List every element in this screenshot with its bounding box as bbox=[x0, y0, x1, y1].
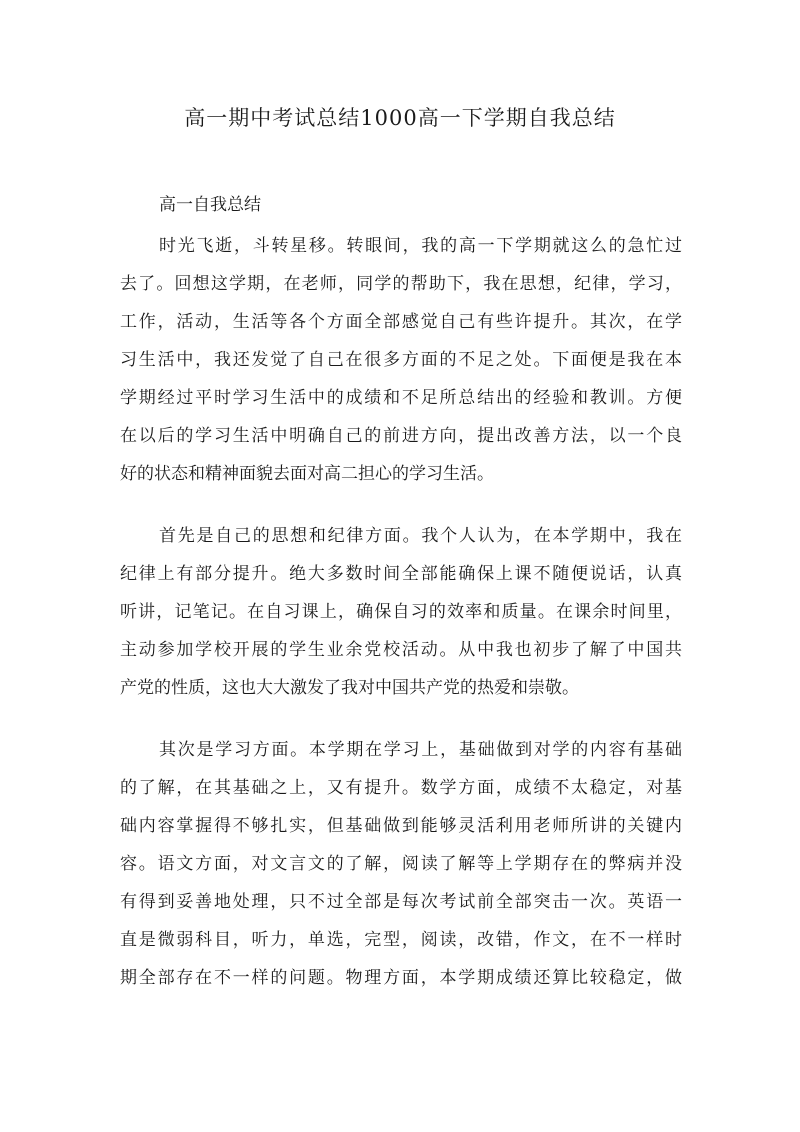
paragraph-line: 去了。回想这学期，在老师，同学的帮助下，我在思想，纪律，学习， bbox=[120, 274, 682, 294]
paragraph-line: 产党的性质，这也大大激发了我对中国共产党的热爱和崇敬。 bbox=[120, 678, 579, 698]
paragraph-line: 容。语文方面，对文言文的了解，阅读了解等上学期存在的弊病并没 bbox=[120, 854, 682, 874]
paragraph-line: 纪律上有部分提升。绝大多数时间全部能确保上课不随便说话，认真 bbox=[120, 564, 682, 584]
paragraph-line: 的了解，在其基础之上，又有提升。数学方面，成绩不太稳定，对基 bbox=[120, 778, 682, 798]
paragraph-line: 听讲，记笔记。在自习课上，确保自习的效率和质量。在课余时间里， bbox=[120, 602, 682, 622]
paragraph-line: 有得到妥善地处理，只不过全部是每次考试前全部突击一次。英语一 bbox=[120, 892, 682, 912]
paragraph-line: 工作，活动，生活等各个方面全部感觉自己有些许提升。其次，在学 bbox=[120, 312, 682, 332]
paragraph-line: 好的状态和精神面貌去面对高二担心的学习生活。 bbox=[120, 464, 494, 484]
paragraph-line: 直是微弱科目，听力，单选，完型，阅读，改错，作文，在不一样时 bbox=[120, 930, 682, 950]
paragraph-line: 其次是学习方面。本学期在学习上，基础做到对学的内容有基础 bbox=[159, 740, 682, 760]
paragraph-line: 在以后的学习生活中明确自己的前进方向，提出改善方法，以一个良 bbox=[120, 426, 682, 446]
paragraph-line: 习生活中，我还发觉了自己在很多方面的不足之处。下面便是我在本 bbox=[120, 350, 682, 370]
paragraph-line: 础内容掌握得不够扎实，但基础做到能够灵活利用老师所讲的关键内 bbox=[120, 816, 682, 836]
paragraph-line: 主动参加学校开展的学生业余党校活动。从中我也初步了解了中国共 bbox=[120, 640, 682, 660]
document-title: 高一期中考试总结1000高一下学期自我总结 bbox=[184, 106, 616, 130]
paragraph-line: 学期经过平时学习生活中的成绩和不足所总结出的经验和教训。方便 bbox=[120, 388, 682, 408]
section-heading: 高一自我总结 bbox=[159, 195, 261, 215]
paragraph-line: 期全部存在不一样的问题。物理方面，本学期成绩还算比较稳定，做 bbox=[120, 968, 682, 988]
paragraph-line: 时光飞逝，斗转星移。转眼间，我的高一下学期就这么的急忙过 bbox=[159, 236, 682, 256]
paragraph-line: 首先是自己的思想和纪律方面。我个人认为，在本学期中，我在 bbox=[159, 526, 682, 546]
